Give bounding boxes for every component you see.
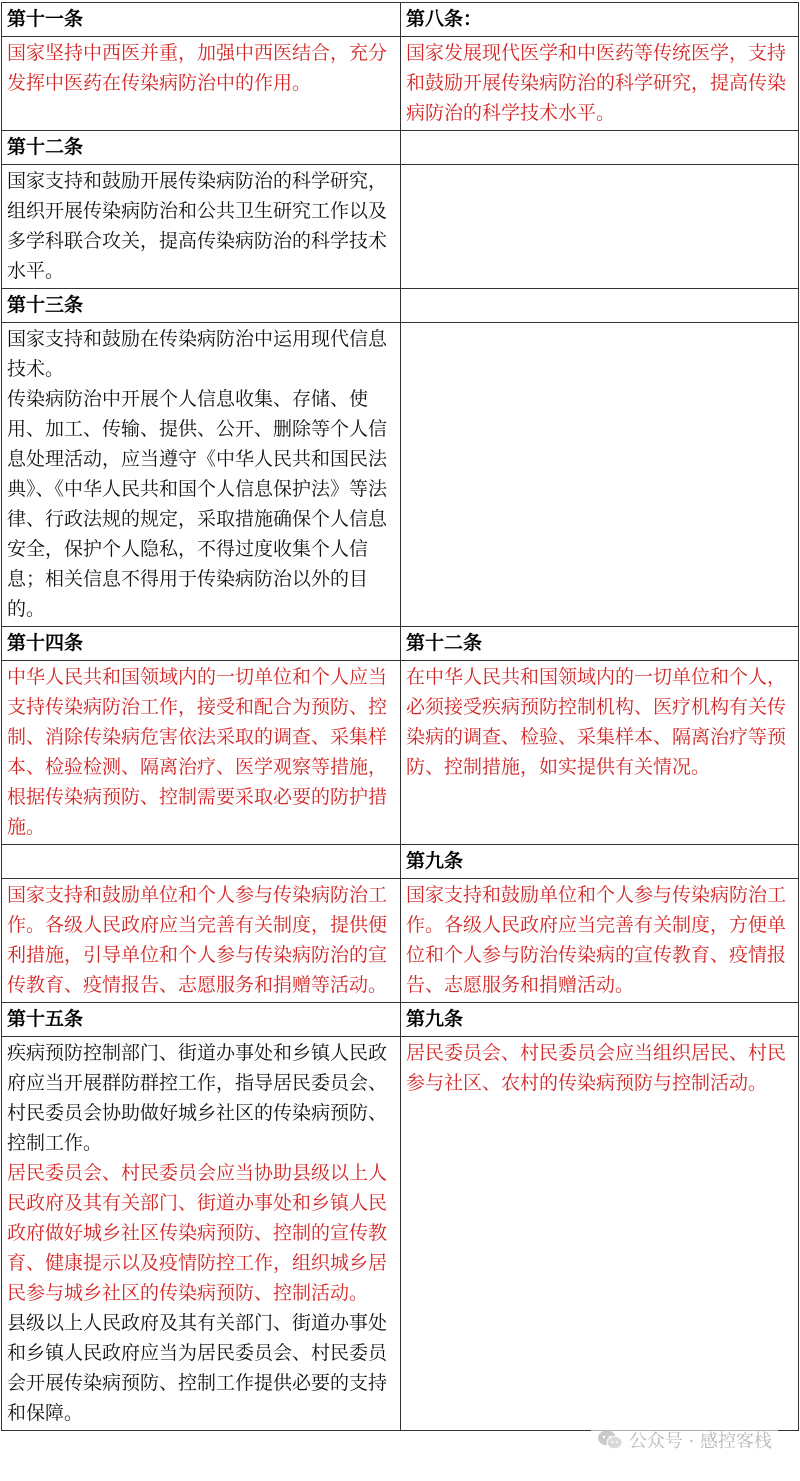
right-article-text: 居民委员会、村民委员会应当组织居民、村民参与社区、农村的传染病预防与控制活动。: [401, 1037, 799, 1431]
paragraph: 居民委员会、村民委员会应当协助县级以上人民政府及其有关部门、街道办事处和乡镇人民政府做好城乡社区传染病预防、控制的宣传教育、健康提示以及疫情防控工作，组织城乡居民参与城乡社区的传染病预防、控制活动。: [7, 1162, 388, 1304]
table-row: [2, 1003, 799, 1037]
left-article-text: [2, 323, 401, 627]
right-article-text: 国家发展现代医学和中医药等传统医学，支持和鼓励开展传染病防治的科学研究，提高传染病防治的科学技术水平。: [401, 37, 799, 131]
left-article-text: [2, 1037, 401, 1431]
table-row: [2, 845, 799, 879]
right-article-text: [401, 165, 799, 289]
paragraph: 疾病预防控制部门、街道办事处和乡镇人民政府应当开展群防群控工作，指导居民委员会、村民委员会协助做好城乡社区的传染病预防、控制工作。: [7, 1042, 388, 1154]
watermark: [591, 1425, 778, 1455]
left-article-text: 中华人民共和国领域内的一切单位和个人应当支持传染病防治工作，接受和配合为预防、控制、消除传染病危害依法采取的调查、采集样本、检验检测、隔离治疗、医学观察等措施，根据传染病预防、控制需要采取必要的防护措施。: [2, 661, 401, 845]
left-article-text: 国家坚持中西医并重，加强中西医结合，充分发挥中医药在传染病防治中的作用。: [2, 37, 401, 131]
right-article-heading: 第八条：: [401, 3, 799, 37]
paragraph: 传染病防治中开展个人信息收集、存储、使用、加工、传输、提供、公开、删除等个人信息处理活动，应当遵守《中华人民共和国民法典》、《中华人民共和国个人信息保护法》等法律、行政法规的规定，采取措施确保个人信息安全，保护个人隐私，不得过度收集个人信息；相关信息不得用于传染病防治以外的目的。: [7, 388, 388, 620]
right-article-heading: [401, 131, 799, 165]
table-row: [2, 1037, 799, 1431]
right-article-heading: 第九条: [401, 1003, 799, 1037]
left-article-heading: 第十四条: [2, 627, 401, 661]
table-row: [2, 323, 799, 627]
right-article-heading: 第十二条: [401, 627, 799, 661]
right-article-heading: 第九条: [401, 845, 799, 879]
table-row: [2, 3, 799, 37]
right-article-text: 国家支持和鼓励单位和个人参与传染病防治工作。各级人民政府应当完善有关制度，方便单位和个人参与防治传染病的宣传教育、疫情报告、志愿服务和捐赠活动。: [401, 879, 799, 1003]
left-article-text: 国家支持和鼓励开展传染病防治的科学研究，组织开展传染病防治和公共卫生研究工作以及多学科联合攻关，提高传染病防治的科学技术水平。: [2, 165, 401, 289]
wechat-icon: [597, 1429, 623, 1451]
watermark-text: 公众号 · 感控客栈: [628, 1431, 772, 1452]
left-article-heading: 第十二条: [2, 131, 401, 165]
table-row: [2, 879, 799, 1003]
left-article-text: 国家支持和鼓励单位和个人参与传染病防治工作。各级人民政府应当完善有关制度，提供便利措施，引导单位和个人参与传染病防治的宣传教育、疫情报告、志愿服务和捐赠等活动。: [2, 879, 401, 1003]
law-comparison-table: [1, 2, 799, 1431]
table-row: [2, 661, 799, 845]
table-row: [2, 131, 799, 165]
right-article-text: 在中华人民共和国领域内的一切单位和个人，必须接受疾病预防控制机构、医疗机构有关传染病的调查、检验、采集样本、隔离治疗等预防、控制措施，如实提供有关情况。: [401, 661, 799, 845]
left-article-heading: 第十三条: [2, 289, 401, 323]
left-article-heading: 第十五条: [2, 1003, 401, 1037]
paragraph: 国家支持和鼓励在传染病防治中运用现代信息技术。: [7, 328, 388, 380]
paragraph: 县级以上人民政府及其有关部门、街道办事处和乡镇人民政府应当为居民委员会、村民委员会开展传染病预防、控制工作提供必要的支持和保障。: [7, 1312, 388, 1424]
left-article-heading: [2, 845, 401, 879]
left-article-heading: 第十一条: [2, 3, 401, 37]
right-article-text: [401, 323, 799, 627]
table-row: [2, 165, 799, 289]
table-row: [2, 289, 799, 323]
right-article-heading: [401, 289, 799, 323]
table-row: [2, 627, 799, 661]
table-row: [2, 37, 799, 131]
